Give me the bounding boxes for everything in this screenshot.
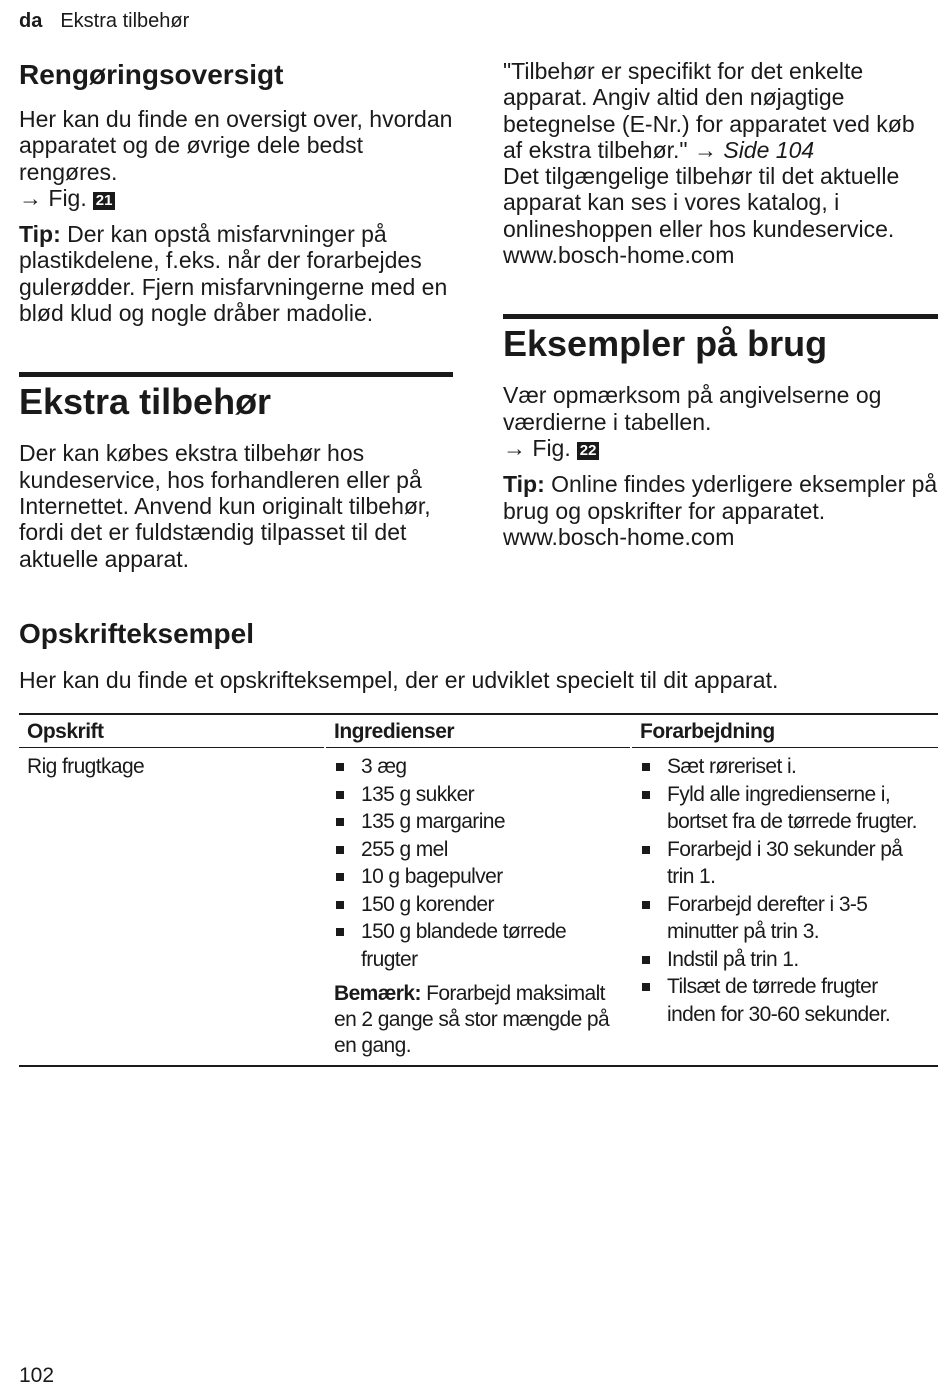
figure-reference [503, 435, 938, 461]
section-divider [503, 314, 938, 319]
processing-cell [631, 748, 938, 1067]
list-item: 150 g blandede tørrede frugter [334, 918, 622, 973]
list-item: 255 g mel [334, 836, 622, 864]
tip-paragraph [19, 221, 459, 326]
usage-examples-text: Vær opmærksom på angivelserne og værdierne i tabellen. [503, 382, 882, 435]
column-header-processing: Forarbejdning [631, 714, 938, 748]
recipe-intro-text: Her kan du finde et opskrifteksempel, der er udviklet specielt til dit apparat. [19, 667, 779, 693]
ingredients-cell [325, 748, 631, 1067]
figure-number-badge: 21 [93, 192, 116, 210]
list-item: 135 g sukker [334, 781, 622, 809]
tip-paragraph [503, 471, 938, 550]
accessory-quote [503, 58, 938, 163]
figure-reference [19, 185, 459, 211]
section-divider [19, 372, 453, 377]
language-code: da [19, 10, 43, 32]
processing-steps-list [640, 753, 930, 1028]
column-header-ingredients: Ingredienser [325, 714, 631, 748]
figure-ref-label: → Fig. [503, 434, 571, 461]
figure-number-badge: 22 [577, 442, 600, 460]
note-paragraph [334, 981, 622, 1059]
recipe-name-cell: Rig frugtkage [19, 748, 325, 1067]
page-number: 102 [19, 1364, 55, 1387]
table-row [19, 748, 938, 1067]
catalog-text: Det tilgængelige tilbehør til det aktuelle apparat kan ses i vores katalog, i onlineshoppen eller hos kundeservice. [503, 163, 900, 242]
cleaning-overview-heading: Rengøringsoversigt [19, 59, 284, 90]
header-title: Ekstra tilbehør [60, 10, 190, 32]
quote-text: "Tilbehør er specifikt for det enkelte apparat. Angiv altid den nøjagtige betegnelse (E-Nr.) for apparatet ved køb af ekstra tilbehør." [503, 58, 915, 163]
table-header-row [19, 714, 938, 748]
note-label: Bemærk: [334, 982, 421, 1005]
right-column [503, 58, 938, 550]
accessories-heading: Ekstra tilbehør [19, 381, 272, 423]
website-link[interactable]: www.bosch-home.com [503, 242, 735, 269]
list-item: Indstil på trin 1. [640, 946, 930, 974]
list-item: Fyld alle ingredienserne i, bortset fra de tørrede frugter. [640, 781, 930, 836]
tip-text: Der kan opstå misfarvninger på plastikdelene, f.eks. når der forarbejdes gulerødder. Fjern misfarvningerne med en blød klud og nogle dråber madolie. [19, 221, 448, 327]
left-column [19, 58, 459, 572]
list-item: Forarbejd derefter i 3-5 minutter på trin 3. [640, 891, 930, 946]
list-item: 10 g bagepulver [334, 863, 622, 891]
running-header [19, 9, 189, 33]
list-item: Sæt røreriset i. [640, 753, 930, 781]
recipe-example-heading: Opskrifteksempel [19, 618, 254, 649]
accessories-text: Der kan købes ekstra tilbehør hos kundeservice, hos forhandleren eller på Internettet. Anvend kun originalt tilbehør, fordi det er fuldstændig tilpasset til det aktuelle apparat. [19, 440, 431, 572]
page-reference: Side 104 [723, 136, 815, 163]
list-item: 3 æg [334, 753, 622, 781]
column-header-recipe: Opskrift [19, 714, 325, 748]
cleaning-overview-text: Her kan du finde en oversigt over, hvordan apparatet og de øvrige dele bedst rengøres. [19, 106, 453, 185]
list-item: 150 g korender [334, 891, 622, 919]
arrow-icon: → [693, 136, 717, 163]
ingredients-list [334, 753, 622, 973]
figure-ref-label: → Fig. [19, 184, 87, 211]
list-item: 135 g margarine [334, 808, 622, 836]
list-item: Tilsæt de tørrede frugter inden for 30-60 sekunder. [640, 973, 930, 1028]
tip-label: Tip: [19, 221, 61, 248]
tip-text: Online findes yderligere eksempler på brug og opskrifter for apparatet. www.bosch-home.com [503, 471, 938, 550]
usage-examples-heading: Eksempler på brug [503, 323, 828, 365]
tip-label: Tip: [503, 471, 545, 498]
note-text: Forarbejd maksimalt en 2 gange så stor mængde på en gang. [334, 982, 610, 1057]
recipe-table [19, 713, 938, 1067]
list-item: Forarbejd i 30 sekunder på trin 1. [640, 836, 930, 891]
